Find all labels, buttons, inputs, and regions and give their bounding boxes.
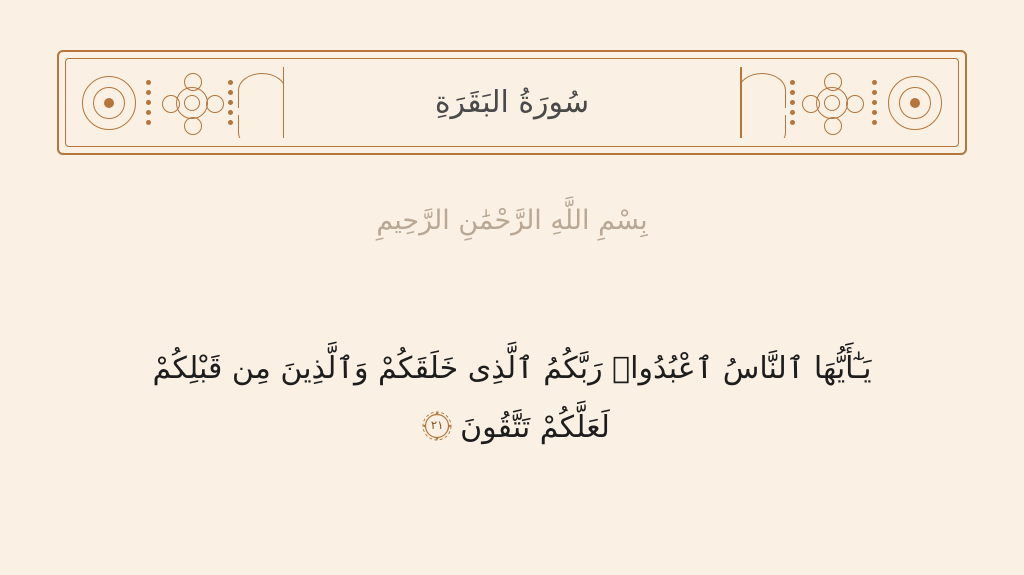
scroll-arc-icon [740, 73, 786, 108]
verse-number-marker [420, 409, 454, 443]
flower-icon [802, 73, 862, 133]
surah-header-inner-frame [65, 58, 959, 147]
surah-header-banner [57, 50, 967, 155]
scroll-arc-icon [238, 115, 284, 138]
rosette-icon [82, 76, 136, 130]
dot-row-icon [788, 80, 798, 126]
verse-text: يَـٰٓأَيُّهَا ٱلنَّاسُ ٱعْبُدُوا۟ رَبَّكُمُ ٱلَّذِى خَلَقَكُمْ وَٱلَّذِينَ مِن قَبْلِكُمْ لَعَلَّكُمْ تَتَّقُونَ [152, 351, 872, 445]
surah-title: سُورَةُ البَقَرَةِ [434, 85, 590, 120]
verse-number: ٢١ [430, 417, 444, 432]
verse-text-block [120, 340, 904, 457]
dot-row-icon [870, 80, 880, 126]
rosette-icon [888, 76, 942, 130]
flower-icon [162, 73, 222, 133]
ornament-left [74, 67, 284, 138]
scroll-arc-icon [740, 115, 786, 138]
dot-row-icon [226, 80, 236, 126]
scroll-arc-icon [238, 73, 284, 108]
dot-row-icon [144, 80, 154, 126]
ornament-right [740, 67, 950, 138]
basmala-text: بِسْمِ اللَّهِ الرَّحْمَٰنِ الرَّحِيمِ [376, 205, 648, 236]
